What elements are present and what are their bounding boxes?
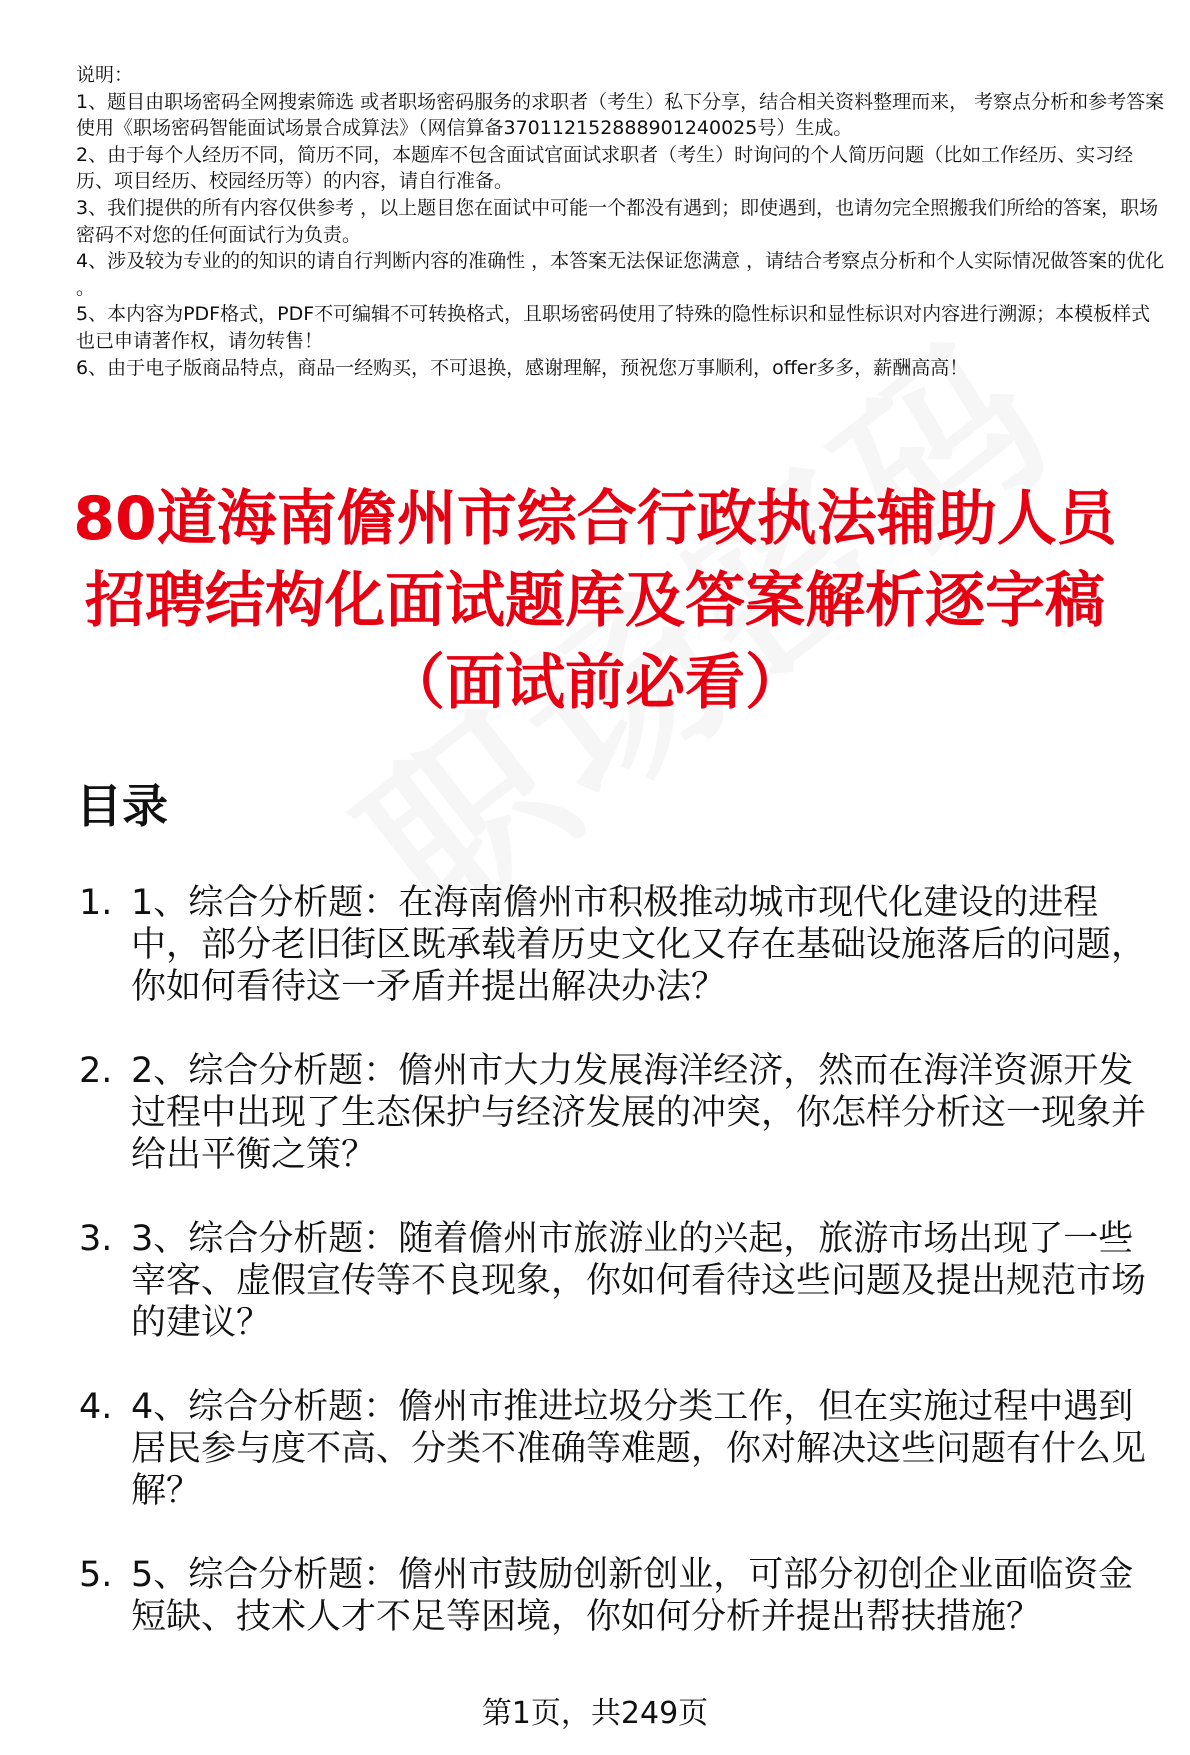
toc-item[interactable] — [76, 1050, 1166, 1176]
note-line: 6、由于电子版商品特点，商品一经购买，不可退换，感谢理解，预祝您万事顺利，offer多多，薪酬高高！ — [76, 356, 969, 379]
note-line: 3、我们提供的所有内容仅供参考 ，以上题目您在面试中可能一个都没有遇到；即使遇到，也请勿完全照搬我们所给的答案，职场密码不对您的任何面试行为负责。 — [76, 196, 1159, 246]
toc-item-text: 4、综合分析题：儋州市推进垃圾分类工作，但在实施过程中遇到居民参与度不高、分类不准确等难题，你对解决这些问题有什么见解？ — [131, 1387, 1147, 1511]
note-line: 2、由于每个人经历不同，简历不同，本题库不包含面试官面试求职者（考生）时询问的个人简历问题（比如工作经历、实习经历、项目经历、校园经历等）的内容，请自行准备。 — [76, 143, 1134, 193]
toc-item[interactable] — [76, 882, 1166, 1008]
note-line: 1、题目由职场密码全网搜索筛选 或者职场密码服务的求职者（考生）私下分享，结合相关资料整理而来， 考察点分析和参考答案使用《职场密码智能面试场景合成算法》（网信算备370112152888901240025号）生成。 — [76, 90, 1165, 140]
note-line: 4、涉及较为专业的的知识的请自行判断内容的准确性 ，本答案无法保证您满意 ，请结合考察点分析和个人实际情况做答案的优化 。 — [76, 250, 1165, 299]
toc-item-number: 5. — [79, 1555, 113, 1595]
toc-item[interactable] — [76, 1218, 1166, 1344]
document-title: 80道海南儋州市综合行政执法辅助人员招聘结构化面试题库及答案解析逐字稿（面试前必看） — [73, 484, 1117, 718]
toc-item-text: 5、综合分析题：儋州市鼓励创新创业，可部分初创企业面临资金短缺、技术人才不足等困境，你如何分析并提出帮扶措施？ — [131, 1555, 1134, 1637]
toc-list — [76, 882, 1166, 1680]
toc-item-number: 1. — [79, 883, 113, 923]
toc-item[interactable] — [76, 1554, 1166, 1638]
page-number: 第1页，共249页 — [481, 1696, 709, 1731]
toc-item-text: 3、综合分析题：随着儋州市旅游业的兴起，旅游市场出现了一些宰客、虚假宣传等不良现象，你如何看待这些问题及提出规范市场的建议？ — [131, 1219, 1147, 1343]
toc-heading: 目录 — [76, 779, 168, 833]
toc-item[interactable] — [76, 1386, 1166, 1512]
disclaimer-notes — [76, 62, 1166, 381]
toc-item-text: 1、综合分析题：在海南儋州市积极推动城市现代化建设的进程中，部分老旧街区既承载着历史文化又存在基础设施落后的问题，你如何看待这一矛盾并提出解决办法？ — [131, 883, 1147, 1007]
toc-item-number: 4. — [79, 1387, 113, 1427]
note-line: 5、本内容为PDF格式，PDF不可编辑不可转换格式，且职场密码使用了特殊的隐性标识和显性标识对内容进行溯源；本模板样式也已申请著作权，请勿转售！ — [76, 303, 1151, 352]
toc-item-number: 3. — [79, 1219, 113, 1259]
notes-heading: 说明： — [76, 64, 134, 86]
toc-item-text: 2、综合分析题：儋州市大力发展海洋经济，然而在海洋资源开发过程中出现了生态保护与经济发展的冲突，你怎样分析这一现象并给出平衡之策？ — [131, 1051, 1147, 1175]
toc-item-number: 2. — [79, 1051, 113, 1091]
